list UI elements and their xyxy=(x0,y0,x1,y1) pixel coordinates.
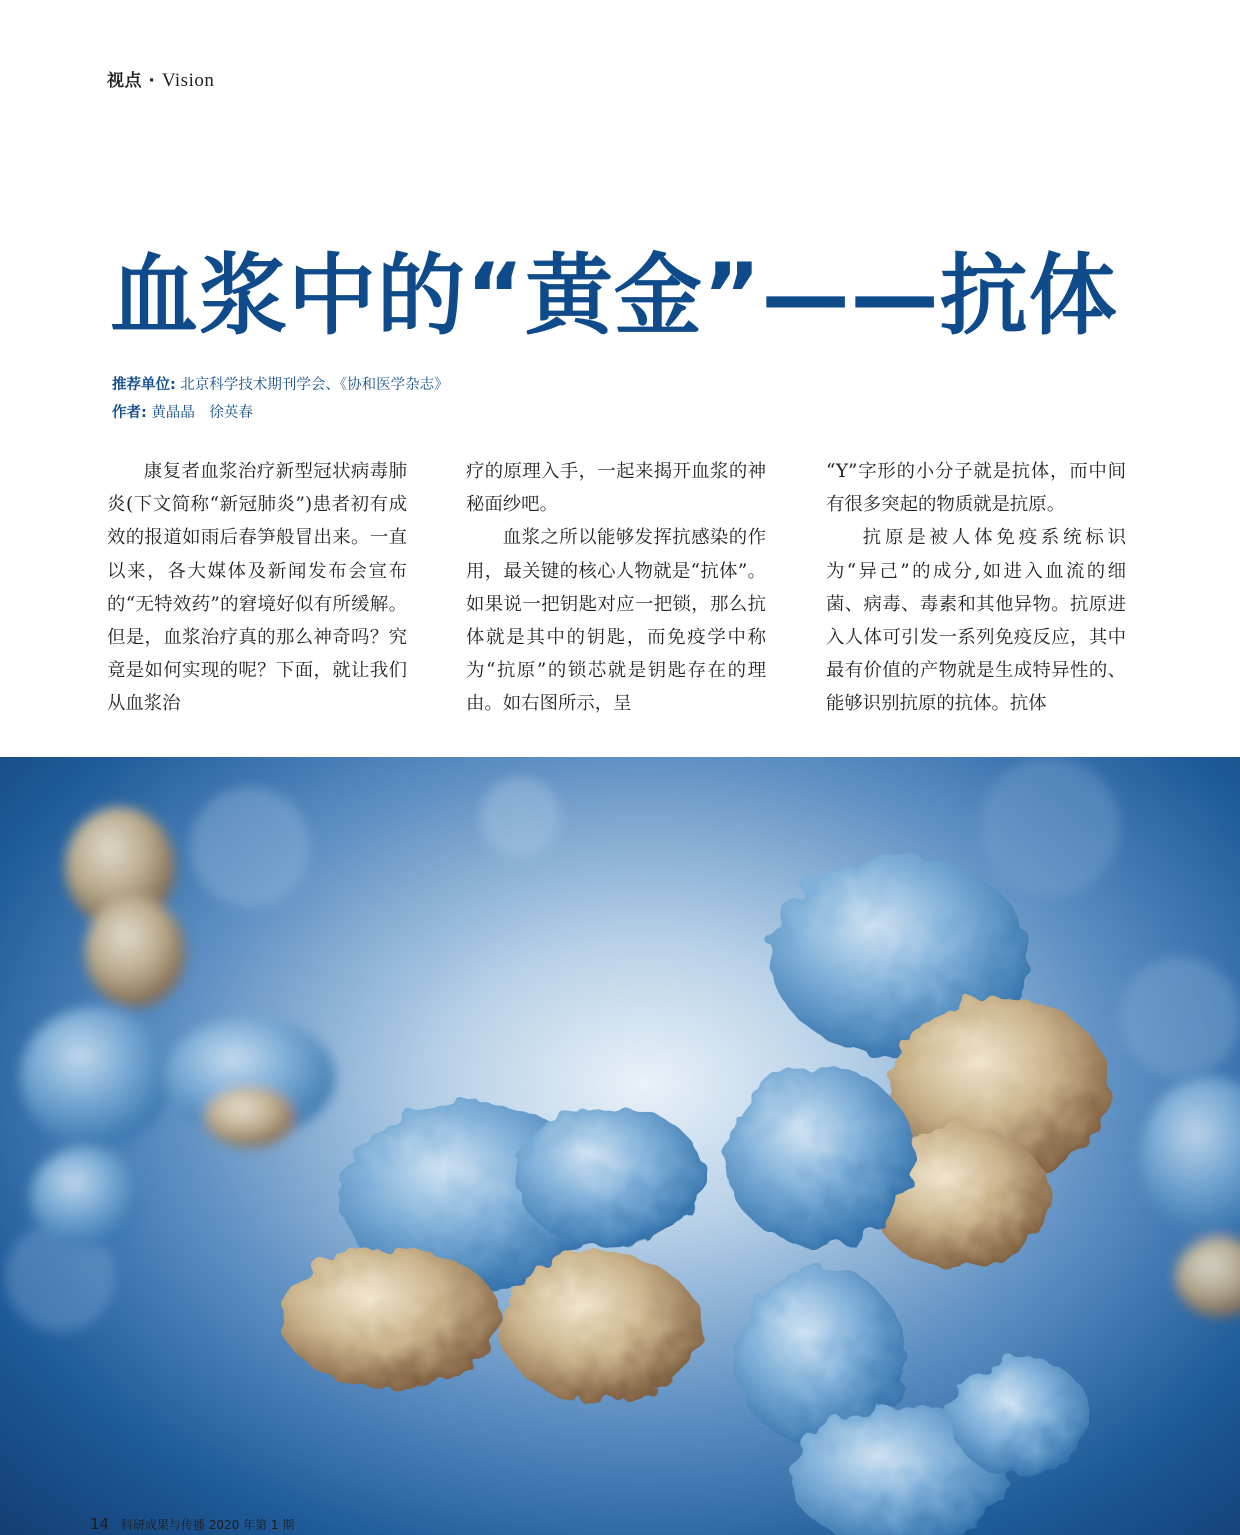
paragraph: 血浆之所以能够发挥抗感染的作用，最关键的核心人物就是“抗体”。如果说一把钥匙对应一把锁，那么抗体就是其中的钥匙，而免疫学中称为“抗原”的锁芯就是钥匙存在的理由。如右图所示，呈 xyxy=(466,527,766,715)
main-antibody xyxy=(280,857,1110,1535)
author-value: 黄晶晶 徐英春 xyxy=(151,405,253,421)
antibody-illustration xyxy=(0,757,1240,1535)
recommend-label: 推荐单位: xyxy=(112,377,176,393)
page-number: 14 xyxy=(90,1515,110,1533)
antibody-illustration-svg xyxy=(0,757,1240,1535)
section-label-en: Vision xyxy=(161,70,215,91)
section-label xyxy=(107,66,214,92)
paragraph: “Y”字形的小分子就是抗体，而中间有很多突起的物质就是抗原。 xyxy=(826,461,1126,516)
journal-name: 科研成果与传播 xyxy=(120,1518,205,1532)
author-line xyxy=(112,401,253,422)
recommend-value: 北京科学技术期刊学会、《协和医学杂志》 xyxy=(180,377,449,393)
section-label-cn: 视点 xyxy=(107,71,142,91)
paragraph: 康复者血浆治疗新型冠状病毒肺炎(下文简称“新冠肺炎”)患者初有成效的报道如雨后春笋般冒出来。一直以来，各大媒体及新闻发布会宣布的“无特效药”的窘境好似有所缓解。但是，血浆治疗真的那么神奇吗？究竟是如何实现的呢？下面，就让我们从血浆治 xyxy=(107,461,407,715)
author-label: 作者: xyxy=(112,405,147,421)
body-column-1 xyxy=(107,455,407,721)
body-column-2 xyxy=(466,455,766,721)
page-footer xyxy=(90,1515,294,1533)
article-title: 血浆中的“黄金”——抗体 xyxy=(110,244,1118,347)
section-label-separator: · xyxy=(148,71,156,91)
issue-info: 2020 年第 1 期 xyxy=(208,1518,295,1532)
edge-molecule xyxy=(1140,1077,1240,1317)
recommend-line xyxy=(112,373,449,394)
body-column-3 xyxy=(826,455,1126,721)
paragraph: 抗原是被人体免疫系统标识为“异己”的成分,如进入血流的细菌、病毒、毒素和其他异物。抗原进入人体可引发一系列免疫反应，其中最有价值的产物就是生成特异性的、能够识别抗原的抗体。抗体 xyxy=(826,527,1126,715)
paragraph: 疗的原理入手，一起来揭开血浆的神秘面纱吧。 xyxy=(466,461,766,516)
